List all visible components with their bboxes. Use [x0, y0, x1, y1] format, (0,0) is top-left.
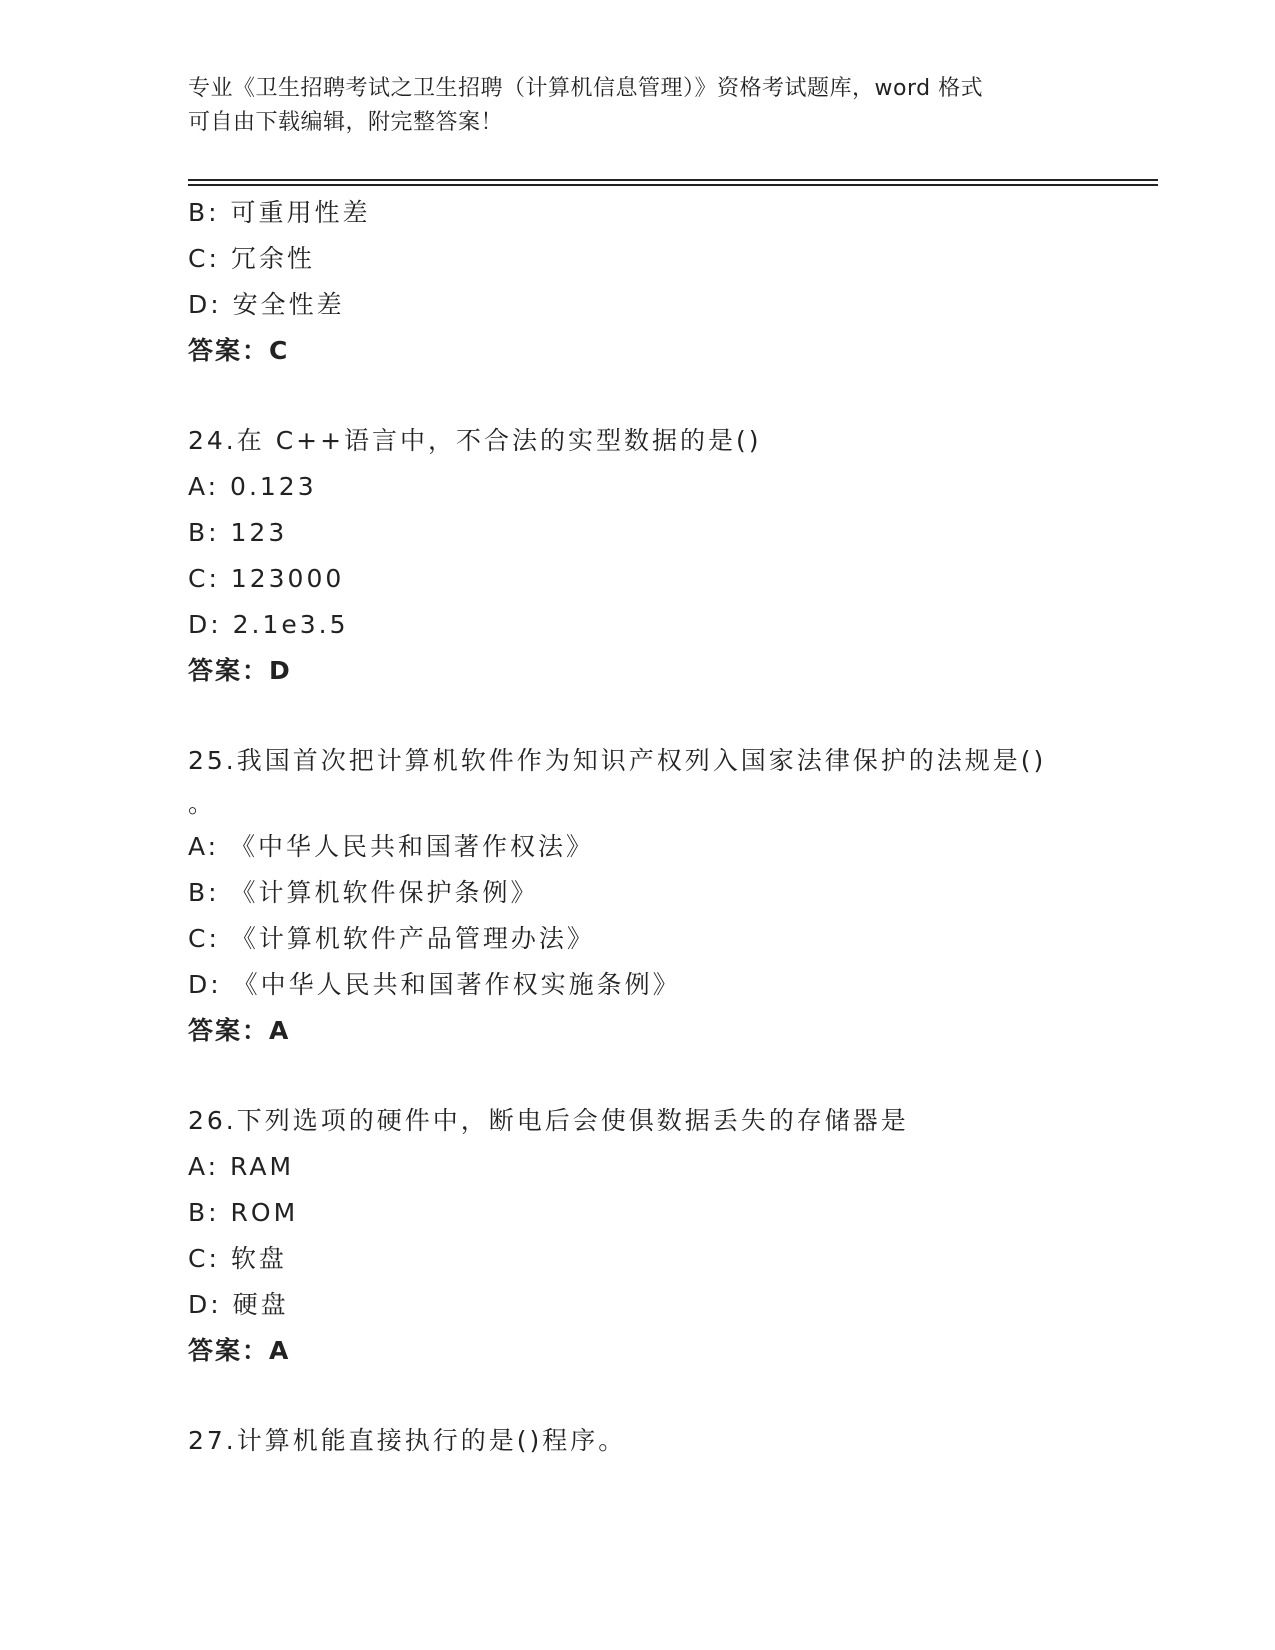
question-text-continued: 。: [188, 789, 217, 818]
option-a: A: RAM: [188, 1152, 295, 1181]
option-d: D: 安全性差: [188, 290, 345, 319]
option-d: D: 2.1e3.5: [188, 610, 349, 639]
header-divider-top: [188, 179, 1158, 181]
answer-label: 答案：C: [188, 336, 290, 365]
option-b: B: 可重用性差: [188, 198, 371, 227]
option-a: A: 《中华人民共和国著作权法》: [188, 832, 595, 861]
document-header: [188, 72, 1068, 140]
question-block-27: [188, 1418, 1088, 1464]
option-a: A: 0.123: [188, 472, 317, 501]
question-block-25: [188, 738, 1088, 1054]
question-list: [188, 190, 1088, 1464]
option-b: B: ROM: [188, 1198, 299, 1227]
header-line-2: 可自由下载编辑，附完整答案！: [188, 110, 504, 135]
answer-label: 答案：D: [188, 656, 292, 685]
question-block-26: [188, 1098, 1088, 1374]
option-d: D: 硬盘: [188, 1290, 289, 1319]
question-text: 26.下列选项的硬件中，断电后会使俱数据丢失的存储器是: [188, 1106, 909, 1135]
option-d: D: 《中华人民共和国著作权实施条例》: [188, 970, 681, 999]
header-divider-bottom: [188, 184, 1158, 186]
question-text: 24.在 C++语言中，不合法的实型数据的是(): [188, 426, 762, 455]
question-text: 27.计算机能直接执行的是()程序。: [188, 1426, 627, 1455]
option-b: B: 《计算机软件保护条例》: [188, 878, 539, 907]
question-block-24: [188, 418, 1088, 694]
answer-label: 答案：A: [188, 1016, 291, 1045]
option-c: C: 软盘: [188, 1244, 287, 1273]
option-c: C: 123000: [188, 564, 345, 593]
option-b: B: 123: [188, 518, 288, 547]
option-c: C: 冗余性: [188, 244, 315, 273]
question-block-23: [188, 190, 1088, 374]
option-c: C: 《计算机软件产品管理办法》: [188, 924, 595, 953]
header-line-1: 专业《卫生招聘考试之卫生招聘（计算机信息管理）》资格考试题库，word 格式: [188, 76, 984, 101]
question-text: 25.我国首次把计算机软件作为知识产权列入国家法律保护的法规是(): [188, 746, 1047, 775]
answer-label: 答案：A: [188, 1336, 291, 1365]
